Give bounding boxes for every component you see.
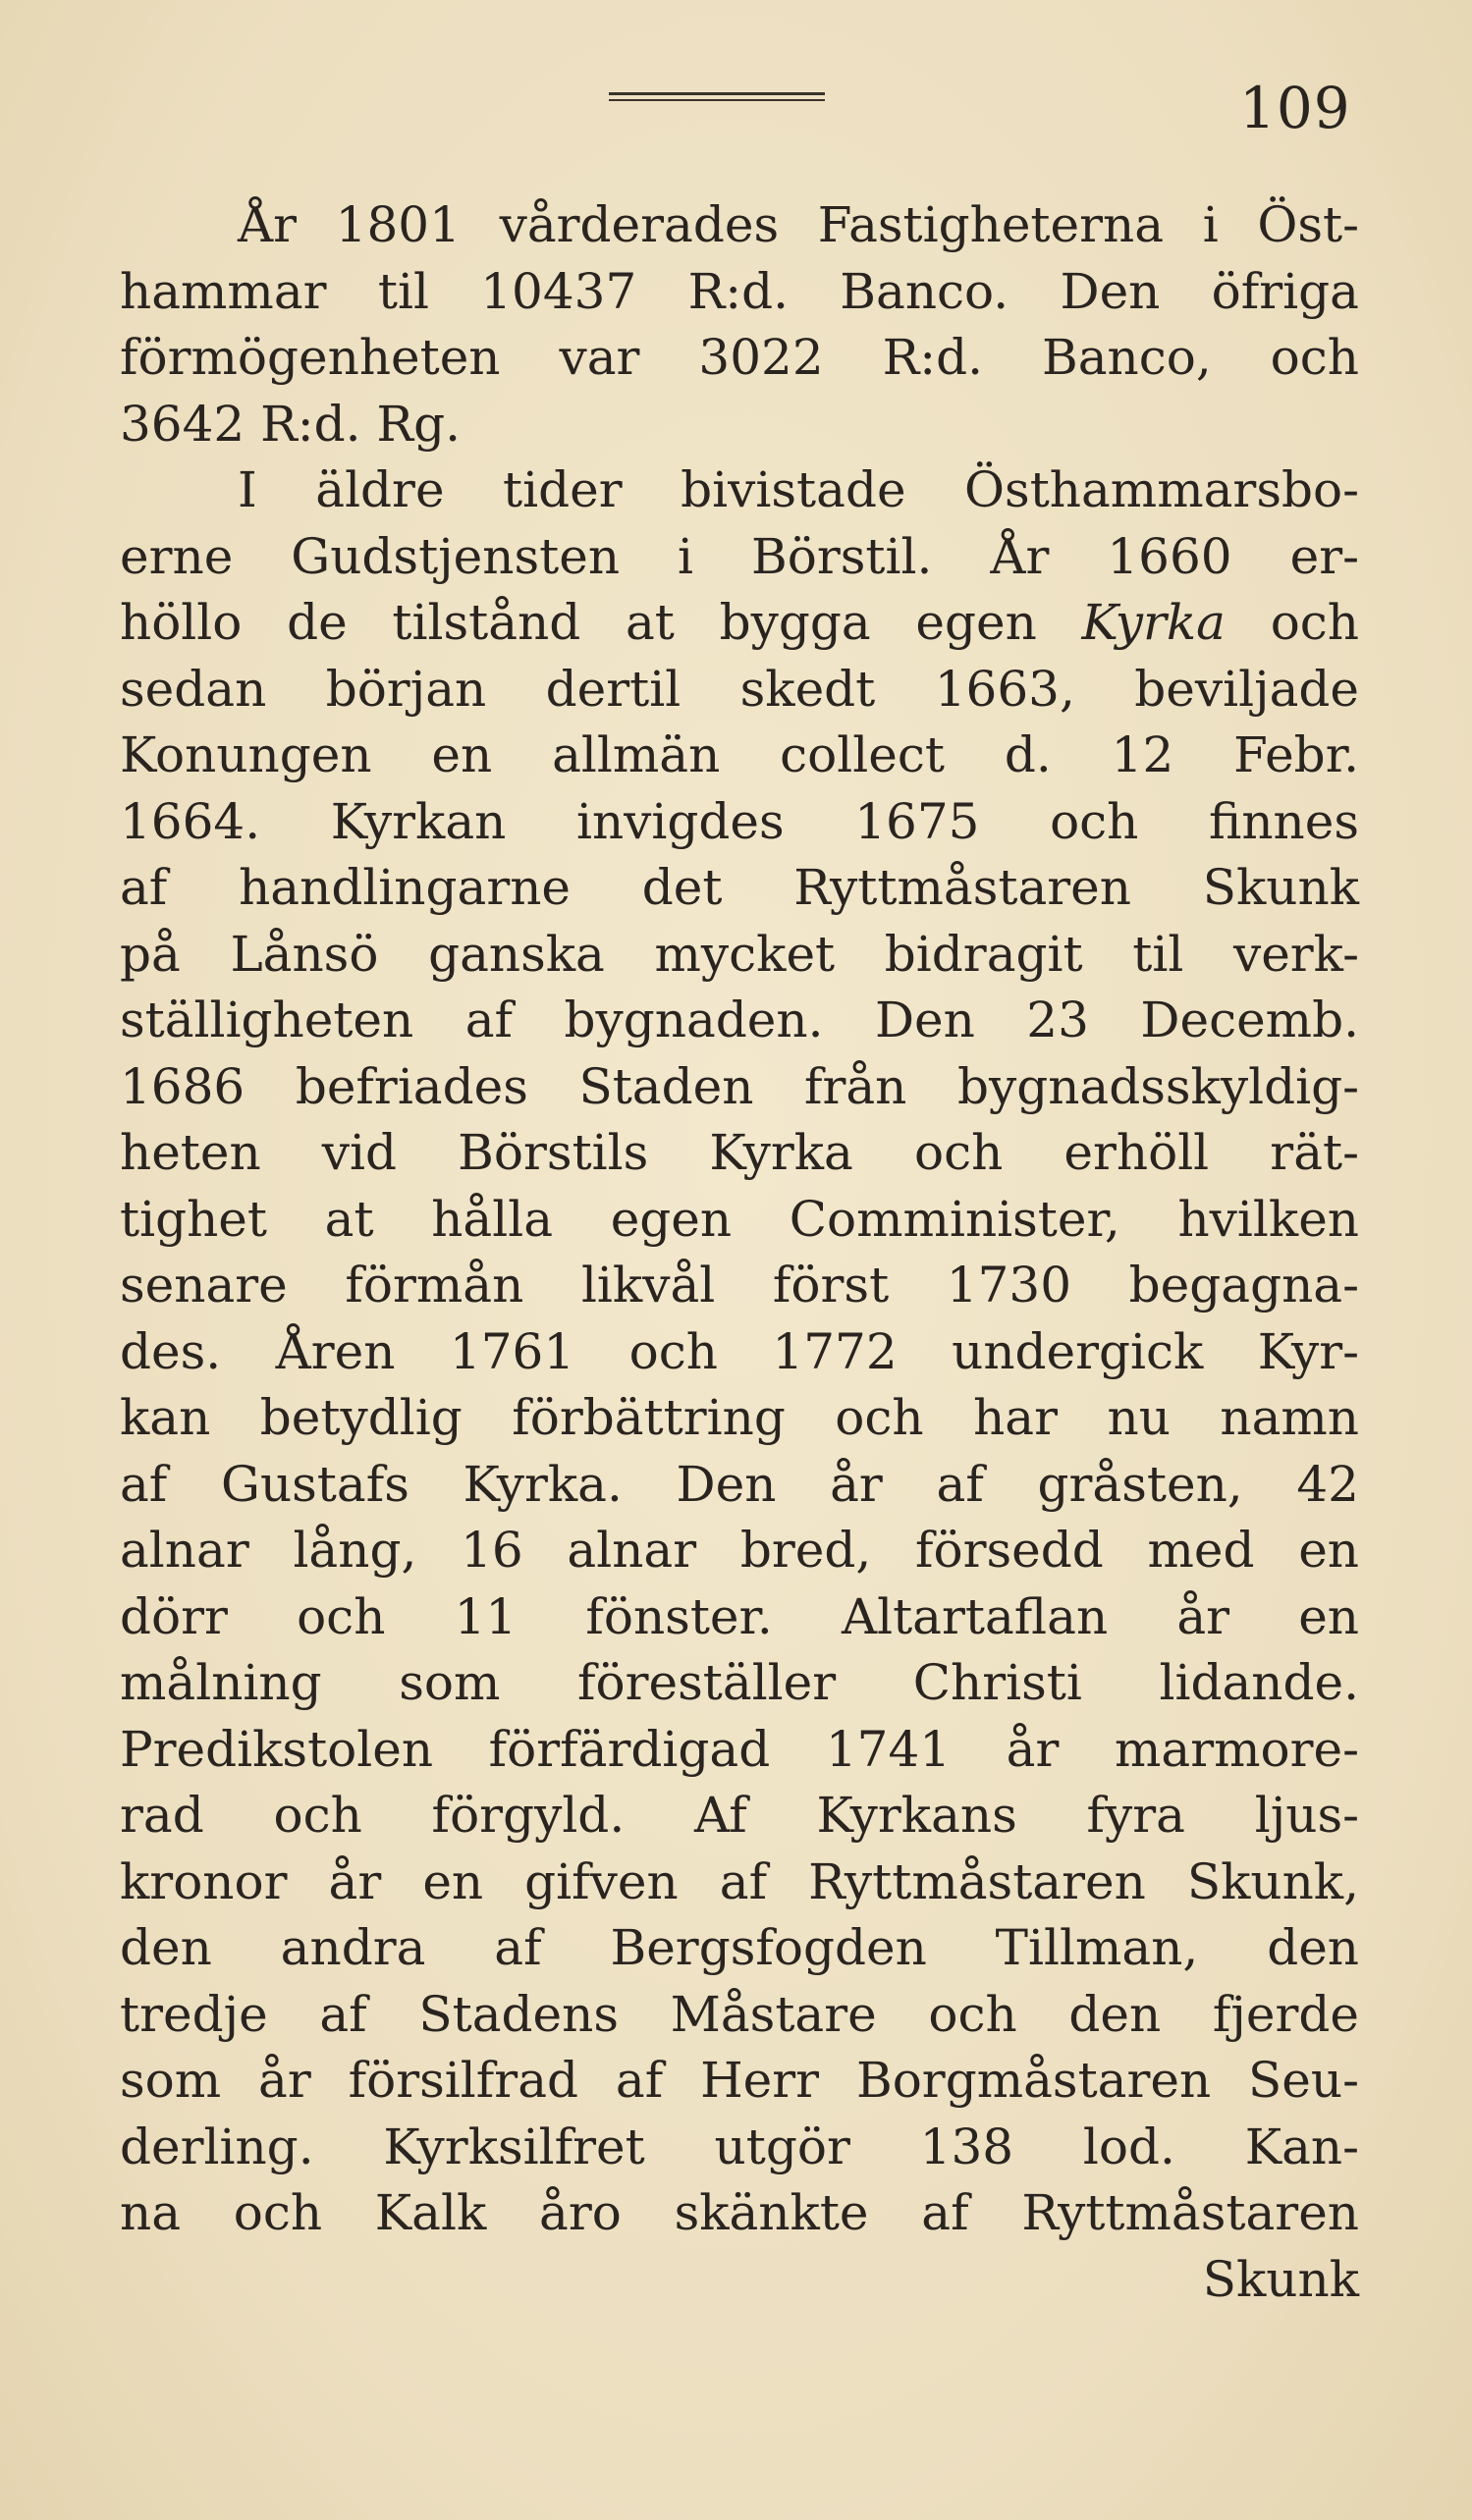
text-line: kronor år en gifven af Ryttmåstaren Skunk, <box>120 1852 1359 1910</box>
text-line: alnar lång, 16 alnar bred, försedd med en <box>120 1522 1359 1579</box>
text-line: Predikstolen förfärdigad 1741 år marmore- <box>120 1720 1359 1778</box>
text-line: I äldre tider bivistade Östhammarsbo- <box>238 461 1359 518</box>
text-line: förmögenheten var 3022 R:d. Banco, och <box>120 329 1359 386</box>
text-line: Konungen en allmän collect d. 12 Febr. <box>120 726 1359 783</box>
text-line: rad och förgyld. Af Kyrkans fyra ljus- <box>120 1787 1359 1844</box>
text-line: af handlingarne det Ryttmåstaren Skunk <box>120 859 1359 916</box>
text-line: heten vid Börstils Kyrka och erhöll rät- <box>120 1124 1359 1181</box>
text-line: målning som föreställer Christi lidande. <box>120 1654 1359 1711</box>
text-fragment: och <box>1270 594 1360 651</box>
header-rule-thin <box>609 99 825 101</box>
text-line: erne Gudstjensten i Börstil. År 1660 er- <box>120 527 1359 585</box>
text-fragment: höllo de tilstånd at bygga egen <box>120 594 1037 651</box>
text-line: senare förmån likvål först 1730 begagna- <box>120 1257 1359 1314</box>
text-line: derling. Kyrksilfret utgör 138 lod. Kan- <box>120 2118 1359 2175</box>
text-line: des. Åren 1761 och 1772 undergick Kyr- <box>120 1322 1359 1380</box>
catchword: Skunk <box>1202 2250 1359 2308</box>
text-line: tighet at hålla egen Comminister, hvilken <box>120 1190 1359 1248</box>
text-line: på Lånsö ganska mycket bidragit til verk- <box>120 925 1359 983</box>
text-line: som år försilfrad af Herr Borgmåstaren Seu- <box>120 2052 1359 2109</box>
text-line: dörr och 11 fönster. Altartaflan år en <box>120 1587 1359 1645</box>
text-line: sedan början dertil skedt 1663, beviljade <box>120 660 1359 718</box>
text-line: na och Kalk åro skänkte af Ryttmåstaren <box>120 2184 1359 2241</box>
text-line: af Gustafs Kyrka. Den år af gråsten, 42 <box>120 1455 1359 1513</box>
body-text <box>120 192 1359 2313</box>
text-line-with-italic <box>120 590 1359 657</box>
header-rule <box>609 92 825 104</box>
text-line: År 1801 vårderades Fastigheterna i Öst- <box>238 196 1359 253</box>
text-line: ställigheten af bygnaden. Den 23 Decemb. <box>120 992 1359 1048</box>
text-line: den andra af Bergsfogden Tillman, den <box>120 1919 1359 1976</box>
text-line: tredje af Stadens Måstare och den fjerde <box>120 1985 1359 2043</box>
text-line: 1664. Kyrkan invigdes 1675 och finnes <box>120 792 1359 850</box>
text-line: 1686 befriades Staden från bygnadsskyldig- <box>120 1057 1359 1115</box>
italic-word: Kyrka <box>1081 594 1226 651</box>
text-line: 3642 R:d. Rg. <box>120 395 461 453</box>
text-line: kan betydlig förbättring och har nu namn <box>120 1389 1359 1446</box>
header-rule-thick <box>609 92 825 95</box>
page-number: 109 <box>1239 75 1351 141</box>
text-line: hammar til 10437 R:d. Banco. Den öfriga <box>120 262 1359 320</box>
